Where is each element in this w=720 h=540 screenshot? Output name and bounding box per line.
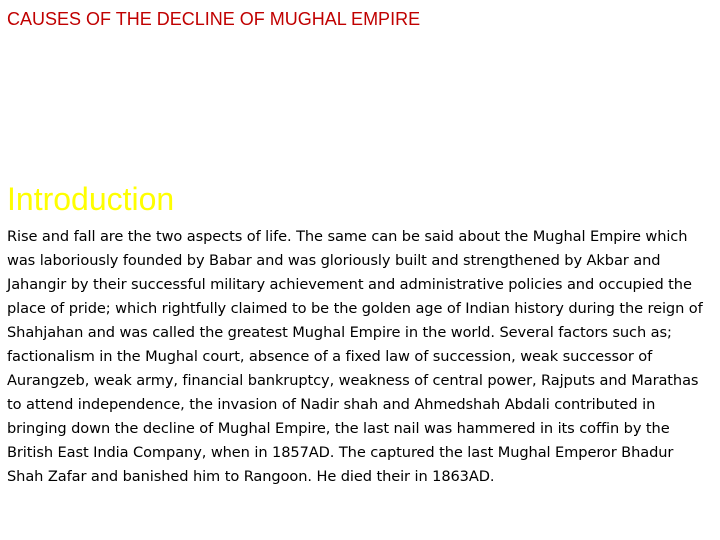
slide-title: CAUSES OF THE DECLINE OF MUGHAL EMPIRE: [7, 9, 421, 29]
section-heading: Introduction: [7, 181, 175, 217]
body-paragraph: Rise and fall are the two aspects of life. The same can be said about the Mughal Empire which was laboriously founded by Babar and was gloriously built and strengthened by Akbar and Jahangir by their successful military achievement and administrative policies and occupied the place of pride; which rightfully claimed to be the golden age of Indian history during the reign of Shahjahan and was called the greatest Mughal Empire in the world. Several factors such as; factionalism in the Mughal court, absence of a fixed law of succession, weak successor of Aurangzeb, weak army, financial bankruptcy, weakness of central power, Rajputs and Marathas to attend independence, the invasion of Nadir shah and Ahmedshah Abdali contributed in bringing down the decline of Mughal Empire, the last nail was hammered in its coffin by the British East India Company, when in 1857AD. The captured the last Mughal Emperor Bhadur Shah Zafar and banished him to Rangoon. He died their in 1863AD.: [7, 228, 703, 485]
